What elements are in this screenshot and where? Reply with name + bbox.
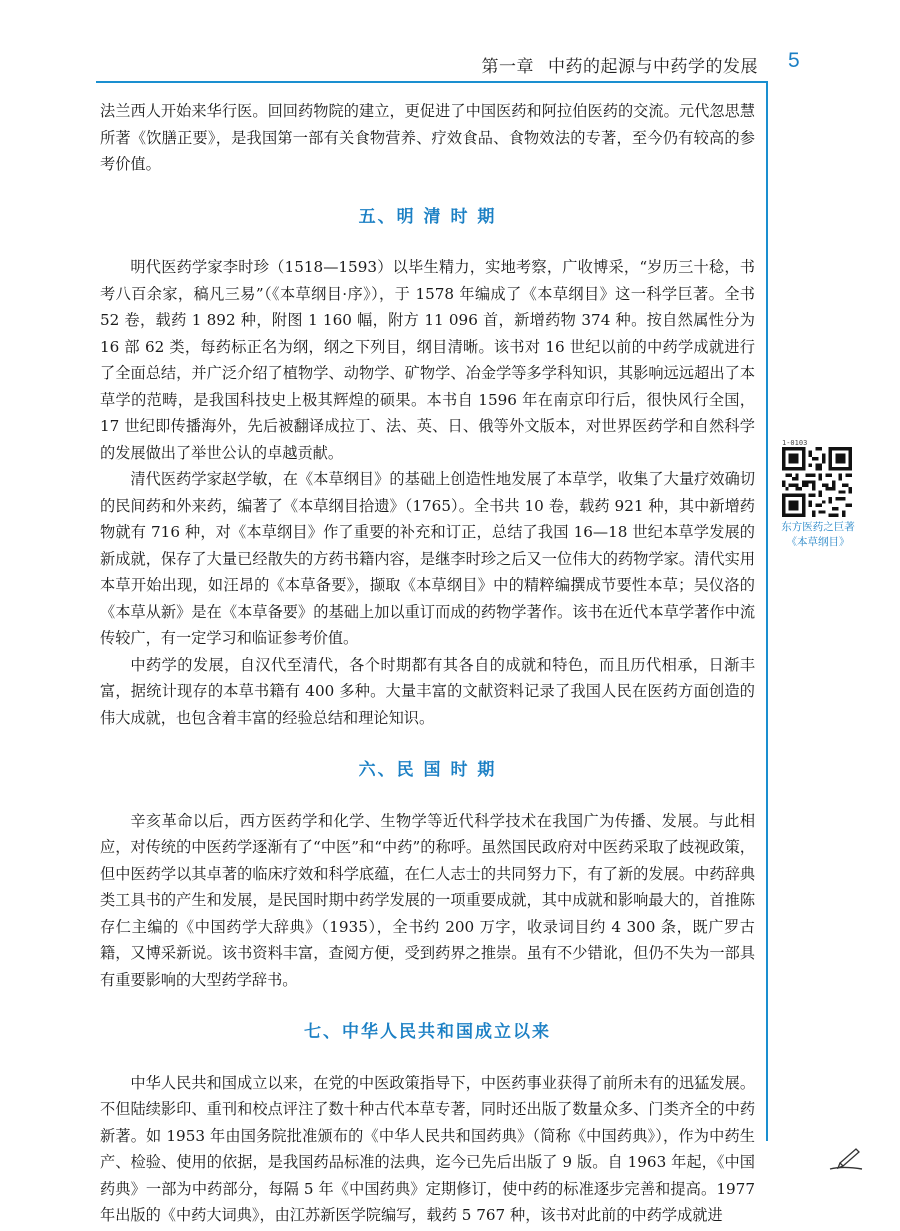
paragraph: 中华人民共和国成立以来，在党的中医政策指导下，中医药事业获得了前所未有的迅猛发展。不但陆续影印、重刊和校点评注了数十种古代本草专著，同时还出版了数量众多、门类齐全的中药新著。如 1953 年由国务院批准颁布的《中华人民共和国药典》（简称《中国药典》），作为中药生产、检验、使用的依据，是我国药品标准的法典，迄今已先后出版了 9 版。自 1963 年起，《中国药典》一部为中药部分，每隔 5 年《中国药典》定期修订，使中药的标准逐步完善和提高。1977 年出版的《中药大词典》，由江苏新医学院编写，载药 5 767 种，该书对此前的中药学成就进	[100, 1073, 755, 1224]
page-header	[0, 0, 900, 80]
pen-note-icon	[826, 1143, 866, 1173]
section-heading-minguo: 六、民 国 时 期	[358, 760, 497, 780]
paragraph: 法兰西人开始来华行医。回回药物院的建立，更促进了中国医药和阿拉伯医药的交流。元代忽思慧所著《饮膳正要》，是我国第一部有关食物营养、疗效食品、食物效法的专著，至今仍有较高的参考价值。	[100, 102, 755, 173]
chapter-label: 第一章	[481, 57, 534, 77]
header-divider	[96, 81, 766, 83]
main-text	[100, 98, 755, 1229]
margin-divider	[766, 81, 768, 1141]
paragraph: 明代医药学家李时珍（1518—1593）以毕生精力，实地考察，广收博采，“岁历三十稔，书考八百余家，稿凡三易”（《本草纲目·序》），于 1578 年编成了《本草纲目》这一科学巨著。全书 52 卷，载药 1 892 种，附图 1 160 幅，附方 11 096 首，新增药物 374 种。按自然属性分为 16 部 62 类，每药标正名为纲，纲之下列目，纲目清晰。该书对 16 世纪以前的中药学成就进行了全面总结，并广泛介绍了植物学、动物学、矿物学、冶金学等多学科知识，其影响远远超出了本草学的范畴，是我国科技史上极其辉煌的硕果。本书自 1596 年在南京印行后，很快风行全国，17 世纪即传播海外，先后被翻译成拉丁、法、英、日、俄等外文版本，对世界医药学和自然科学的发展做出了举世公认的卓越贡献。	[100, 258, 755, 462]
paragraph: 中药学的发展，自汉代至清代，各个时期都有其各自的成就和特色，而且历代相承，日渐丰富，据统计现存的本草书籍有 400 多种。大量丰富的文献资料记录了我国人民在医药方面创造的伟大成就，也包含着丰富的经验总结和理论知识。	[100, 655, 755, 727]
page-number: 5	[788, 49, 800, 72]
qr-caption-line: 东方医药之巨著	[781, 521, 855, 533]
qr-code-id: 1-0103	[782, 439, 808, 447]
paragraph: 辛亥革命以后，西方医药学和化学、生物学等近代科学技术在我国广为传播、发展。与此相应，对传统的中医药学逐渐有了“中医”和“中药”的称呼。虽然国民政府对中医药采取了歧视政策，但中医药学以其卓著的临床疗效和科学底蕴，在仁人志士的共同努力下，有了新的发展。中药辞典类工具书的产生和发展，是民国时期中药学发展的一项重要成就，其中成就和影响最大的，首推陈存仁主编的《中国药学大辞典》（1935），全书约 200 万字，收录词目约 4 300 条，既广罗古籍，又博采新说。该书资料丰富，查阅方便，受到药界之推崇。虽有不少错讹，但仍不失为一部具有重要影响的大型药学辞书。	[100, 811, 755, 989]
chapter-title: 中药的起源与中药学的发展	[548, 57, 758, 77]
paragraph: 清代医药学家赵学敏，在《本草纲目》的基础上创造性地发展了本草学，收集了大量疗效确切的民间药和外来药，编著了《本草纲目拾遗》（1765）。全书共 10 卷，载药 921 种，其中新增药物就有 716 种，对《本草纲目》作了重要的补充和订正，总结了我国 16—18 世纪本草学发展的新成就，保存了大量已经散失的方药书籍内容，是继李时珍之后又一位伟大的药物学家。清代实用本草开始出现，如汪昂的《本草备要》，撷取《本草纲目》中的精粹编撰成节要性本草；吴仪洛的《本草从新》是在《本草备要》的基础上加以重订而成的药物学著作。该书在近代本草学著作中流传较广，有一定学习和临证参考价值。	[100, 470, 755, 647]
section-heading-ming-qing: 五、明 清 时 期	[358, 206, 497, 227]
qr-caption	[773, 520, 863, 550]
qr-caption-line: 《本草纲目》	[786, 536, 850, 548]
qr-code-icon[interactable]	[782, 447, 852, 517]
running-title	[482, 52, 759, 77]
section-heading-prc: 七、中华人民共和国成立以来	[304, 1022, 551, 1042]
